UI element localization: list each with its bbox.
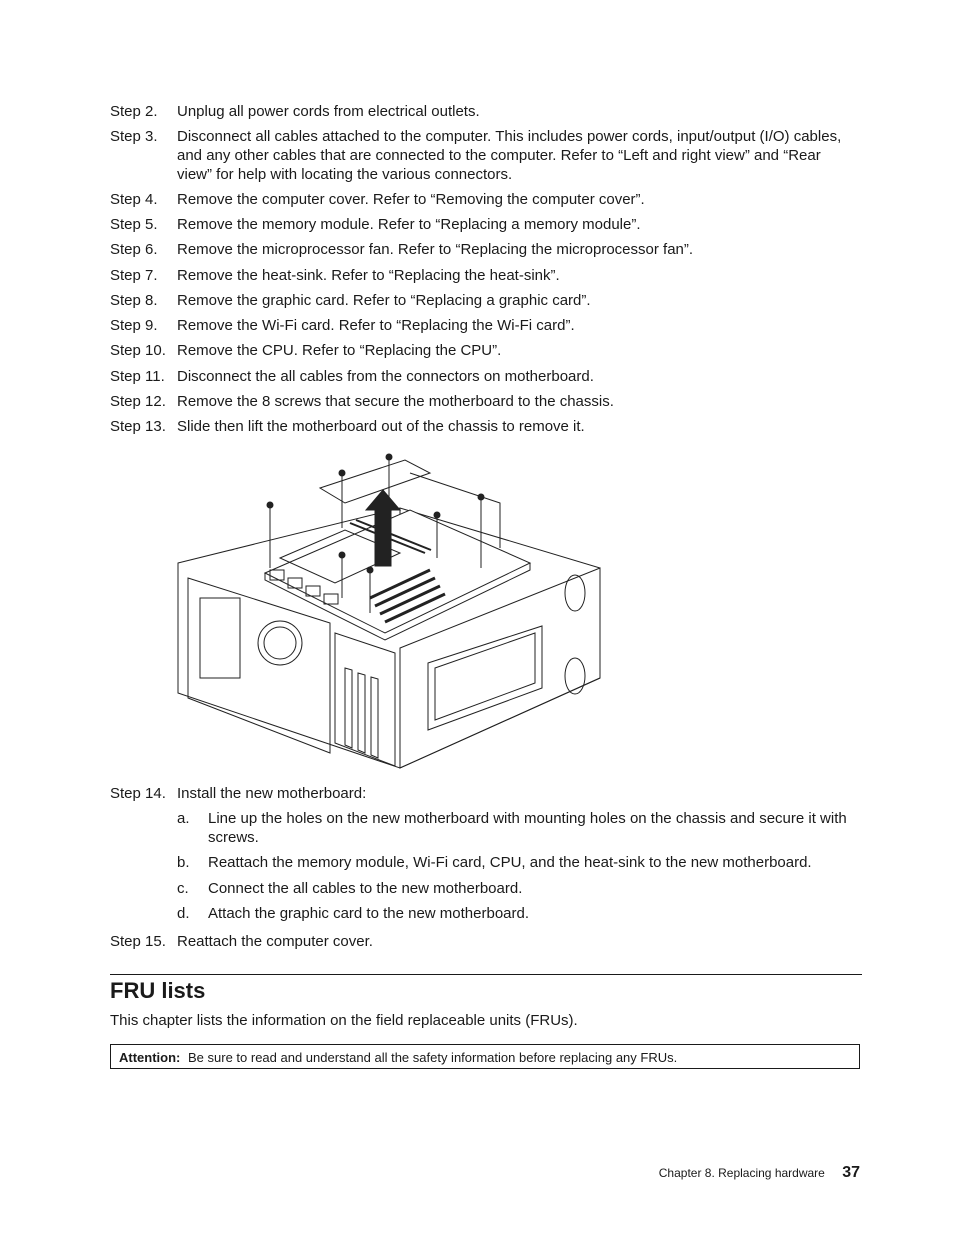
step-text: Remove the Wi-Fi card. Refer to “Replacing the Wi-Fi card”. [177,317,575,334]
page-footer [659,1164,860,1182]
step-number: Step 10. [110,342,166,359]
step-text: Disconnect all cables attached to the computer. This includes power cords, input/output (I/O) cables, and any other cables that are connected to the computer. Refer to “Left and right view” and “Rear view” for help with locating the various connectors. [177,128,842,183]
substep-b [177,853,847,872]
substep-a [177,809,847,847]
step-number: Step 7. [110,267,158,284]
substep-letter: c. [177,880,189,897]
substep-letter: d. [177,905,190,922]
step-12 [110,392,850,411]
substep-text: Line up the holes on the new motherboard with mounting holes on the chassis and secure it with screws. [208,810,847,846]
step-text: Remove the microprocessor fan. Refer to “Replacing the microprocessor fan”. [177,241,694,258]
step-14 [110,784,850,803]
step-number: Step 14. [110,785,166,802]
section-divider [110,974,862,975]
step-2 [110,102,850,121]
step-15 [110,932,850,951]
step-text: Remove the computer cover. Refer to “Removing the computer cover”. [177,191,645,208]
step-text: Remove the CPU. Refer to “Replacing the CPU”. [177,342,502,359]
step-9 [110,316,850,335]
substep-c [177,879,847,898]
step-7 [110,266,850,285]
substep-d [177,904,847,923]
step-8 [110,291,850,310]
step-text: Install the new motherboard: [177,785,367,802]
step-number: Step 3. [110,128,158,145]
substep-letter: a. [177,810,190,827]
motherboard-removal-illustration [170,448,610,778]
step-number: Step 8. [110,292,158,309]
section-heading: FRU lists [110,978,206,1003]
step-number: Step 12. [110,393,166,410]
page-number: 37 [842,1164,860,1181]
step-text: Slide then lift the motherboard out of the chassis to remove it. [177,418,585,435]
step-number: Step 13. [110,418,166,435]
step-text: Remove the 8 screws that secure the motherboard to the chassis. [177,393,614,410]
step-number: Step 6. [110,241,158,258]
step-13 [110,417,850,436]
substep-text: Connect the all cables to the new motherboard. [208,880,523,897]
step-number: Step 11. [110,368,165,385]
step-number: Step 4. [110,191,158,208]
step-number: Step 2. [110,103,158,120]
step-3 [110,127,850,184]
attention-notice [110,1044,860,1069]
step-10 [110,341,850,360]
step-text: Unplug all power cords from electrical outlets. [177,103,480,120]
section-intro: This chapter lists the information on the field replaceable units (FRUs). [110,1012,578,1029]
step-text: Remove the graphic card. Refer to “Replacing a graphic card”. [177,292,591,309]
step-11 [110,367,850,386]
attention-label: Attention: [119,1050,181,1065]
step-4 [110,190,850,209]
step-6 [110,240,850,259]
step-text: Remove the memory module. Refer to “Replacing a memory module”. [177,216,641,233]
substep-letter: b. [177,854,190,871]
step-number: Step 15. [110,933,166,950]
step-number: Step 5. [110,216,158,233]
footer-chapter: Chapter 8. Replacing hardware [658,1166,825,1180]
substep-text: Reattach the memory module, Wi-Fi card, CPU, and the heat-sink to the new motherboard. [208,854,812,871]
step-5 [110,215,850,234]
step-number: Step 9. [110,317,158,334]
substep-text: Attach the graphic card to the new motherboard. [208,905,530,922]
step-text: Disconnect the all cables from the connectors on motherboard. [177,368,594,385]
step-text: Reattach the computer cover. [177,933,373,950]
step-text: Remove the heat-sink. Refer to “Replacing the heat-sink”. [177,267,560,284]
attention-text: Be sure to read and understand all the safety information before replacing any FRUs. [188,1050,678,1065]
